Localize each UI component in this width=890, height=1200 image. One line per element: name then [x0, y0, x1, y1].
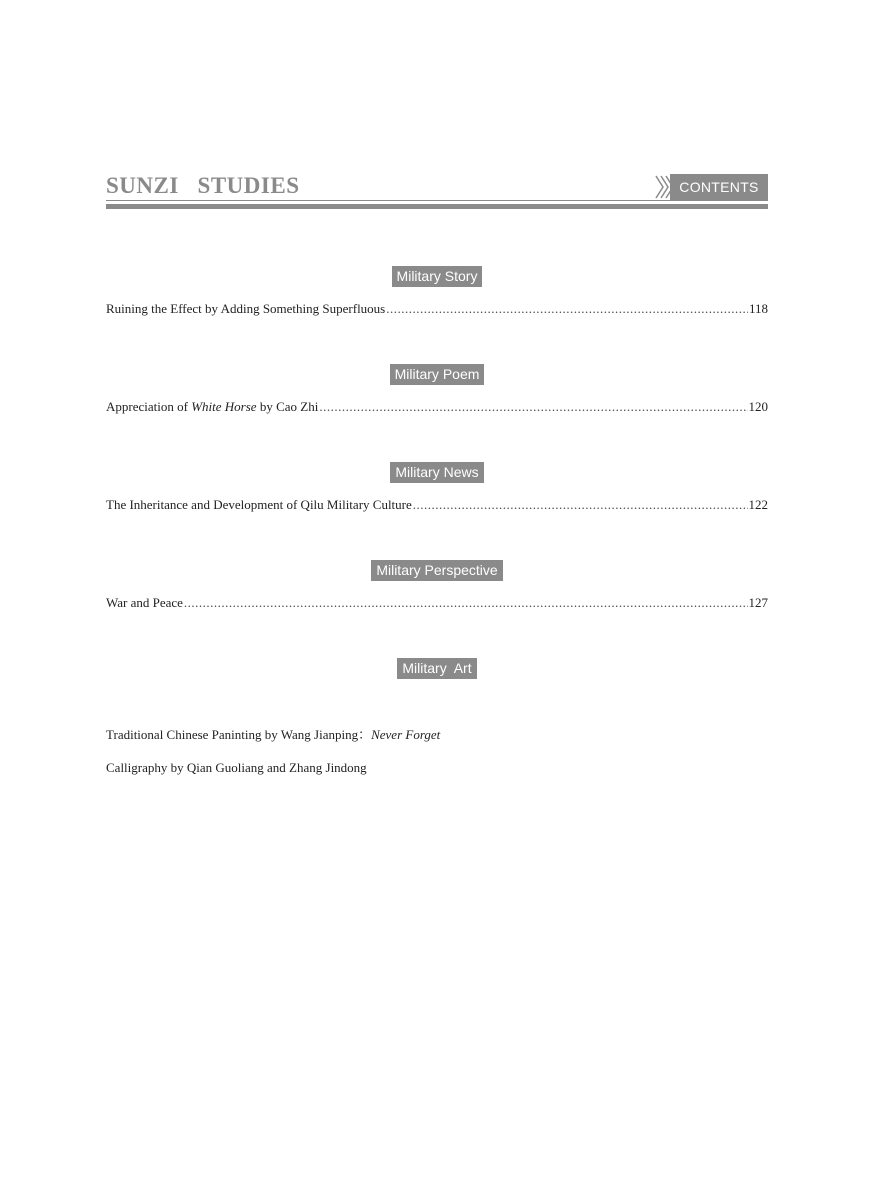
toc-entry[interactable]	[106, 496, 768, 514]
toc-entry[interactable]	[106, 398, 768, 416]
journal-title: SUNZI STUDIES	[106, 173, 300, 198]
toc-leader-dots	[184, 594, 748, 612]
art-credit-italic: Never Forget	[371, 727, 441, 742]
section-heading: Military Art	[397, 658, 476, 679]
contents-label: CONTENTS	[670, 174, 768, 200]
art-credit-text: Calligraphy by Qian Guoliang and Zhang Jindong	[106, 760, 367, 775]
section-military-poem	[106, 364, 768, 416]
section-military-story	[106, 266, 768, 318]
header-rule-thick	[106, 204, 768, 209]
toc-entry-title-italic: White Horse	[191, 399, 257, 414]
section-military-perspective	[106, 560, 768, 612]
toc-entry-page: 120	[748, 399, 768, 414]
art-credit-text: Traditional Chinese Paninting by Wang Jianping：	[106, 727, 372, 742]
toc-entry[interactable]	[106, 300, 768, 318]
header-rule-thin	[106, 200, 768, 201]
contents-tab	[654, 174, 768, 200]
section-heading: Military Story	[392, 266, 483, 287]
toc-entry-page: 118	[748, 301, 768, 316]
section-heading: Military Perspective	[371, 560, 502, 581]
journal-header	[106, 172, 768, 210]
toc-entry-title: The Inheritance and Development of Qilu Military Culture	[106, 497, 412, 512]
toc-leader-dots	[386, 300, 748, 318]
section-heading: Military Poem	[390, 364, 485, 385]
toc-leader-dots	[413, 496, 748, 514]
toc-entry-title: Ruining the Effect by Adding Something Superfluous	[106, 301, 386, 316]
toc-entry-title: War and Peace	[106, 595, 183, 610]
art-credit-line	[106, 726, 440, 744]
art-credit-line	[106, 759, 367, 777]
toc-entry-title: Appreciation of White Horse by Cao Zhi	[106, 399, 319, 414]
toc-entry-page: 122	[748, 497, 768, 512]
section-heading: Military News	[390, 462, 483, 483]
toc-leader-dots	[319, 398, 747, 416]
toc-entry-page: 127	[748, 595, 768, 610]
toc-entry[interactable]	[106, 594, 768, 612]
section-military-art	[106, 658, 768, 680]
section-military-news	[106, 462, 768, 514]
